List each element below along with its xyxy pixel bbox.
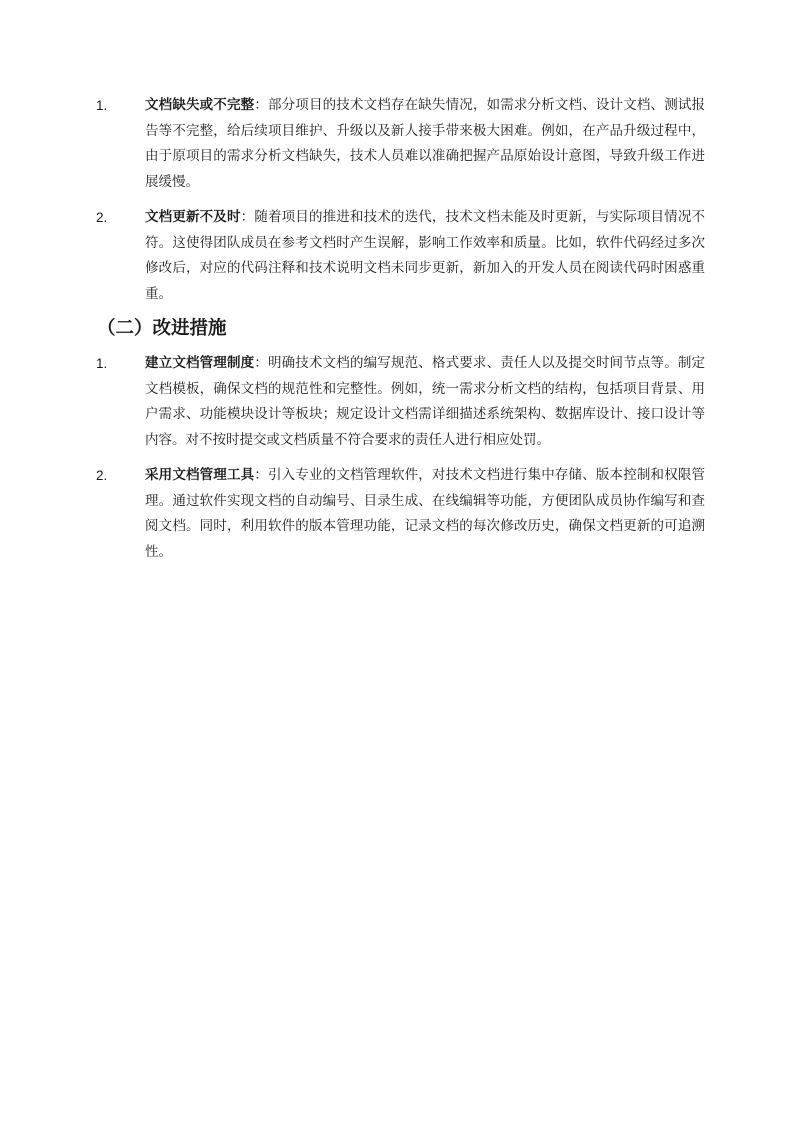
item-colon: ： (254, 355, 268, 371)
item-text: 明确技术文档的编写规范、格式要求、责任人以及提交时间节点等。制定文档模板，确保文档的规范性和完整性。例如，统一需求分析文档的结构，包括项目背景、用户需求、功能模块设计等板块；规定设计文档需详细描述系统架构、数据库设计、接口设计等内容。对不按时提交或文档质量不符合要求的责任人进行相应处罚。 (145, 355, 706, 448)
item-term: 文档缺失或不完整 (145, 97, 255, 113)
item-term: 建立文档管理制度 (145, 355, 255, 371)
section-heading: （二）改进措施 (97, 318, 227, 339)
item-number: 2. (96, 468, 108, 483)
item-number: 1. (96, 356, 108, 371)
item-colon: ： (254, 97, 268, 113)
item-term: 采用文档管理工具 (145, 467, 255, 483)
item-text: 引入专业的文档管理软件，对技术文档进行集中存储、版本控制和权限管理。通过软件实现文档的自动编号、目录生成、在线编辑等功能，方便团队成员协作编写和查阅文档。同时，利用软件的版本管理功能，记录文档的每次修改历史，确保文档更新的可追溯性。 (145, 467, 706, 560)
list-item (0, 93, 794, 195)
item-text: 随着项目的推进和技术的迭代，技术文档未能及时更新，与实际项目情况不符。这使得团队成员在参考文档时产生误解，影响工作效率和质量。比如，软件代码经过多次修改后，对应的代码注释和技术说明文档未同步更新，新加入的开发人员在阅读代码时困惑重重。 (145, 209, 706, 302)
list-item (0, 463, 794, 565)
item-colon: ： (254, 467, 268, 483)
list-item (0, 351, 794, 453)
item-text: 部分项目的技术文档存在缺失情况，如需求分析文档、设计文档、测试报告等不完整，给后续项目维护、升级以及新人接手带来极大困难。例如，在产品升级过程中，由于原项目的需求分析文档缺失，技术人员难以准确把握产品原始设计意图，导致升级工作进展缓慢。 (145, 97, 706, 190)
item-body (145, 93, 705, 195)
item-body (145, 351, 705, 453)
list-item (0, 205, 794, 307)
measure-list (0, 351, 794, 575)
item-number: 2. (96, 210, 108, 225)
item-body (145, 463, 705, 565)
item-colon: ： (240, 209, 255, 225)
problem-list (0, 93, 794, 317)
item-term: 文档更新不及时 (145, 209, 241, 225)
item-body (145, 205, 705, 307)
item-number: 1. (96, 98, 108, 113)
